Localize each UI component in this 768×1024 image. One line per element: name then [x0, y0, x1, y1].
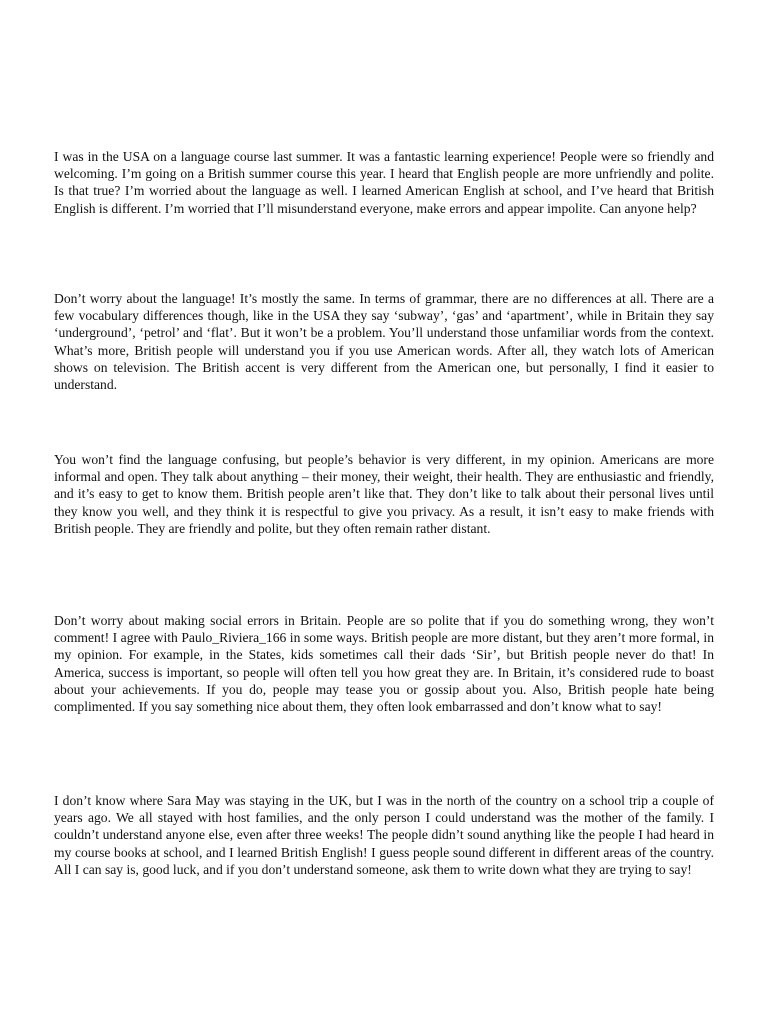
- paragraph-1: I was in the USA on a language course last summer. It was a fantastic learning experience! People were so friendly and welcoming. I’m going on a British summer course this year. I heard that English people are more unfriendly and polite. Is that true? I’m worried about the language as well. I learned American English at school, and I’ve heard that British English is different. I’m worried that I’ll misunderstand everyone, make errors and appear impolite. Can anyone help?: [54, 149, 714, 216]
- paragraph-4: Don’t worry about making social errors in Britain. People are so polite that if you do something wrong, they won’t comment! I agree with Paulo_Riviera_166 in some ways. British people are more distant, but they aren’t more formal, in my opinion. For example, in the States, kids sometimes call their dads ‘Sir’, but British people never do that! In America, success is important, so people will often tell you how great they are. In Britain, it’s considered rude to boast about your achievements. If you do, people may tease you or gossip about you. Also, British people hate being complimented. If you say something nice about them, they often look embarrassed and don’t know what to say!: [54, 613, 714, 715]
- paragraph-3: You won’t find the language confusing, but people’s behavior is very different, in my opinion. Americans are more informal and open. They talk about anything – their money, their weight, their health. They are enthusiastic and friendly, and it’s easy to get to know them. British people aren’t like that. They don’t like to talk about their personal lives until they know you well, and they think it is respectful to give you privacy. As a result, it isn’t easy to make friends with British people. They are friendly and polite, but they often remain rather distant.: [54, 452, 714, 536]
- paragraph-2: Don’t worry about the language! It’s mostly the same. In terms of grammar, there are no differences at all. There are a few vocabulary differences though, like in the USA they say ‘subway’, ‘gas’ and ‘apartment’, while in Britain they say ‘underground’, ‘petrol’ and ‘flat’. But it won’t be a problem. You’ll understand those unfamiliar words from the context. What’s more, British people will understand you if you use American words. After all, they watch lots of American shows on television. The British accent is very different from the American one, but personally, I find it easier to understand.: [54, 291, 714, 393]
- paragraph-5: I don’t know where Sara May was staying in the UK, but I was in the north of the country on a school trip a couple of years ago. We all stayed with host families, and the only person I could understand was the mother of the family. I couldn’t understand anyone else, even after three weeks! The people didn’t sound anything like the people I had heard in my course books at school, and I learned British English! I guess people sound different in different areas of the country. All I can say is, good luck, and if you don’t understand someone, ask them to write down what they are trying to say!: [54, 793, 714, 877]
